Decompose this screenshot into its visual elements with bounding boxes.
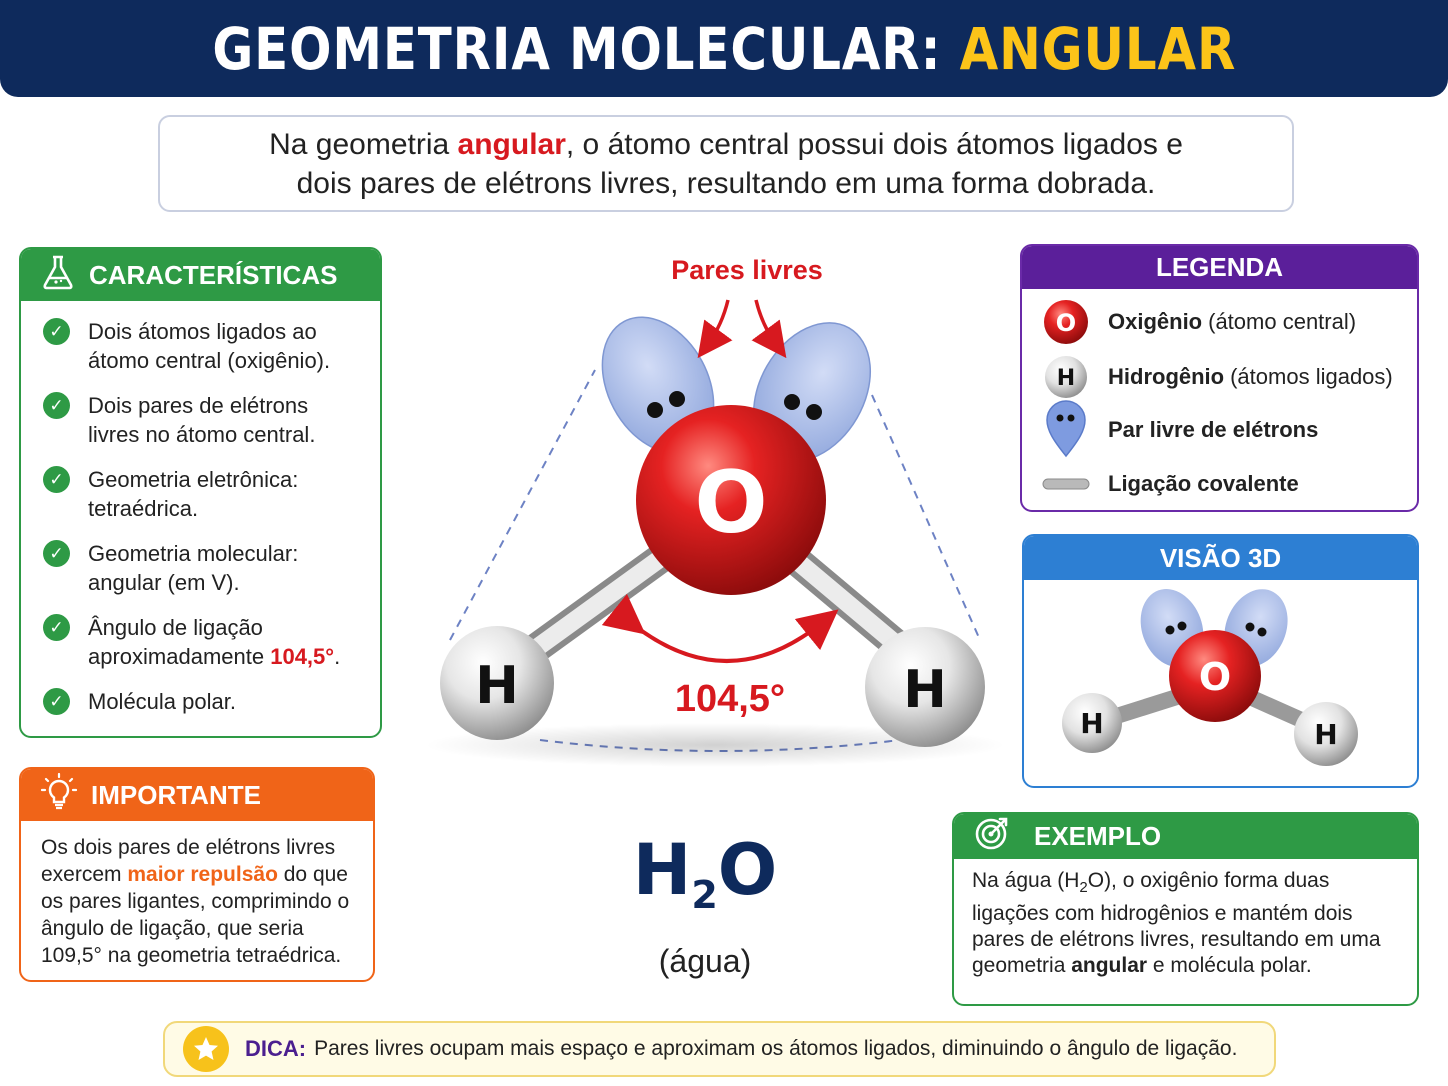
lone-pair-icon — [1042, 406, 1090, 454]
importante-text-after: do que os pares ligantes, comprimindo o ângulo de ligação, que seria 109,5° na geometria tetraédrica. — [41, 863, 350, 967]
importante-text: Os dois pares de elétrons livres exercem — [41, 836, 336, 886]
list-item — [43, 687, 380, 716]
legend-rest: (átomo central) — [1208, 309, 1357, 334]
pares-livres-label: Pares livres — [671, 255, 823, 285]
list-item — [43, 539, 380, 597]
importante-highlight: maior repulsão — [127, 863, 278, 886]
atom-label: H — [903, 660, 947, 720]
check-icon: ✓ — [43, 466, 70, 493]
legend-item-lone-pair — [1042, 406, 1324, 454]
legend-symbol: H — [1056, 366, 1076, 391]
exemplo-bold: angular — [1071, 954, 1148, 978]
intro-line-1 — [269, 125, 1183, 164]
arrow-right — [756, 300, 776, 344]
list-item — [43, 465, 380, 523]
check-icon: ✓ — [43, 688, 70, 715]
molecule-3d-view — [1024, 580, 1419, 786]
atom-label: O — [1198, 655, 1232, 699]
list-item — [43, 391, 380, 449]
item-text — [88, 613, 368, 671]
visao3d-card — [1022, 534, 1419, 788]
item-text: Geometria molecular: angular (em V). — [88, 541, 299, 595]
item-text-main: Ângulo de ligação aproximadamente — [88, 615, 271, 669]
exemplo-sub: 2 — [1079, 879, 1088, 897]
title-prefix: GEOMETRIA MOLECULAR: — [212, 14, 960, 83]
bond-left — [520, 555, 665, 660]
dica-text: Pares livres ocupam mais espaço e aproximam os átomos ligados, diminuindo o ângulo de ligação. — [314, 1037, 1238, 1060]
intro-text: Na geometria — [269, 127, 458, 161]
exemplo-card — [952, 812, 1419, 1006]
legenda-card — [1020, 244, 1419, 512]
importante-header — [21, 769, 373, 821]
check-icon: ✓ — [43, 614, 70, 641]
atom-label: O — [694, 453, 768, 553]
title-highlight: ANGULAR — [959, 14, 1236, 83]
hydrogen-atom-left — [440, 626, 554, 740]
importante-card — [19, 767, 375, 982]
caracteristicas-card — [19, 247, 382, 738]
caracteristicas-list — [21, 301, 380, 716]
exemplo-title: EXEMPLO — [1034, 821, 1162, 851]
legend-bold: Oxigênio — [1108, 309, 1203, 334]
item-text: Dois pares de elétrons livres no átomo central. — [88, 393, 316, 447]
angle-highlight: 104,5° — [270, 644, 335, 669]
caracteristicas-title: CARACTERÍSTICAS — [89, 259, 338, 290]
star-icon — [183, 1026, 229, 1072]
importante-body — [21, 821, 373, 969]
oxygen-ball-icon — [1042, 298, 1090, 346]
electron-dot — [1166, 626, 1175, 635]
legenda-title: LEGENDA — [1022, 246, 1417, 289]
list-item — [43, 317, 380, 375]
lightbulb-icon — [41, 773, 77, 818]
intro-text: , o átomo central possui dois átomos ligados e — [565, 127, 1183, 161]
formula-o: O — [717, 829, 778, 911]
legend-rest: (átomos ligados) — [1230, 364, 1393, 389]
angle-arc — [630, 622, 823, 661]
hydrogen-ball-icon — [1042, 353, 1090, 401]
legend-item-bond — [1042, 460, 1305, 508]
hydrogen-atom-right — [865, 627, 985, 747]
check-icon: ✓ — [43, 318, 70, 345]
bond-icon — [1042, 460, 1090, 508]
legend-symbol: O — [1055, 309, 1077, 337]
item-text-after: . — [334, 644, 341, 669]
arrow-left — [708, 300, 728, 344]
exemplo-text-middle: O), o oxigênio forma duas ligações com hidrogênios e mantém dois pares de elétrons livres, resultando em uma geometria — [972, 869, 1381, 978]
legend-bold: Ligação covalente — [1108, 471, 1299, 496]
dica-banner — [163, 1021, 1276, 1077]
legend-bold: Par livre de elétrons — [1108, 417, 1319, 442]
exemplo-text-after: e molécula polar. — [1147, 954, 1312, 978]
formula-name: (água) — [658, 943, 752, 979]
atom-label: H — [475, 656, 519, 716]
atom-label: H — [1080, 707, 1104, 740]
page-title — [212, 15, 1236, 83]
page-header — [0, 0, 1448, 97]
intro-box — [158, 115, 1294, 212]
importante-title: IMPORTANTE — [91, 779, 261, 810]
visao3d-title: VISÃO 3D — [1024, 536, 1417, 580]
exemplo-text: Na água (H — [972, 869, 1080, 892]
check-icon: ✓ — [43, 540, 70, 567]
formula-text — [580, 830, 830, 935]
intro-highlight: angular — [457, 127, 566, 161]
electron-dot — [1178, 622, 1187, 631]
dica-label: DICA: — [245, 1036, 307, 1061]
atom-label: H — [1314, 718, 1338, 751]
formula — [580, 830, 830, 980]
electron-dot — [1258, 628, 1267, 637]
oxygen-atom — [636, 405, 826, 595]
electron-dot — [1246, 623, 1255, 632]
legend-item-hydrogen — [1042, 353, 1393, 401]
exemplo-body — [954, 859, 1417, 979]
legend-item-oxygen — [1042, 298, 1356, 346]
exemplo-header — [954, 814, 1417, 859]
item-text: Dois átomos ligados ao átomo central (oxigênio). — [88, 319, 331, 373]
flask-icon — [41, 254, 75, 297]
formula-h: H — [632, 829, 692, 911]
item-text: Molécula polar. — [88, 689, 236, 714]
formula-sub: 2 — [691, 873, 718, 917]
list-item — [43, 613, 380, 671]
target-icon — [974, 815, 1010, 858]
legend-bold: Hidrogênio — [1108, 364, 1225, 389]
angle-label: 104,5° — [674, 678, 786, 720]
caracteristicas-header — [21, 249, 380, 301]
item-text: Geometria eletrônica: tetraédrica. — [88, 467, 299, 521]
intro-line-2: dois pares de elétrons livres, resultando em uma forma dobrada. — [296, 166, 1156, 200]
check-icon: ✓ — [43, 392, 70, 419]
